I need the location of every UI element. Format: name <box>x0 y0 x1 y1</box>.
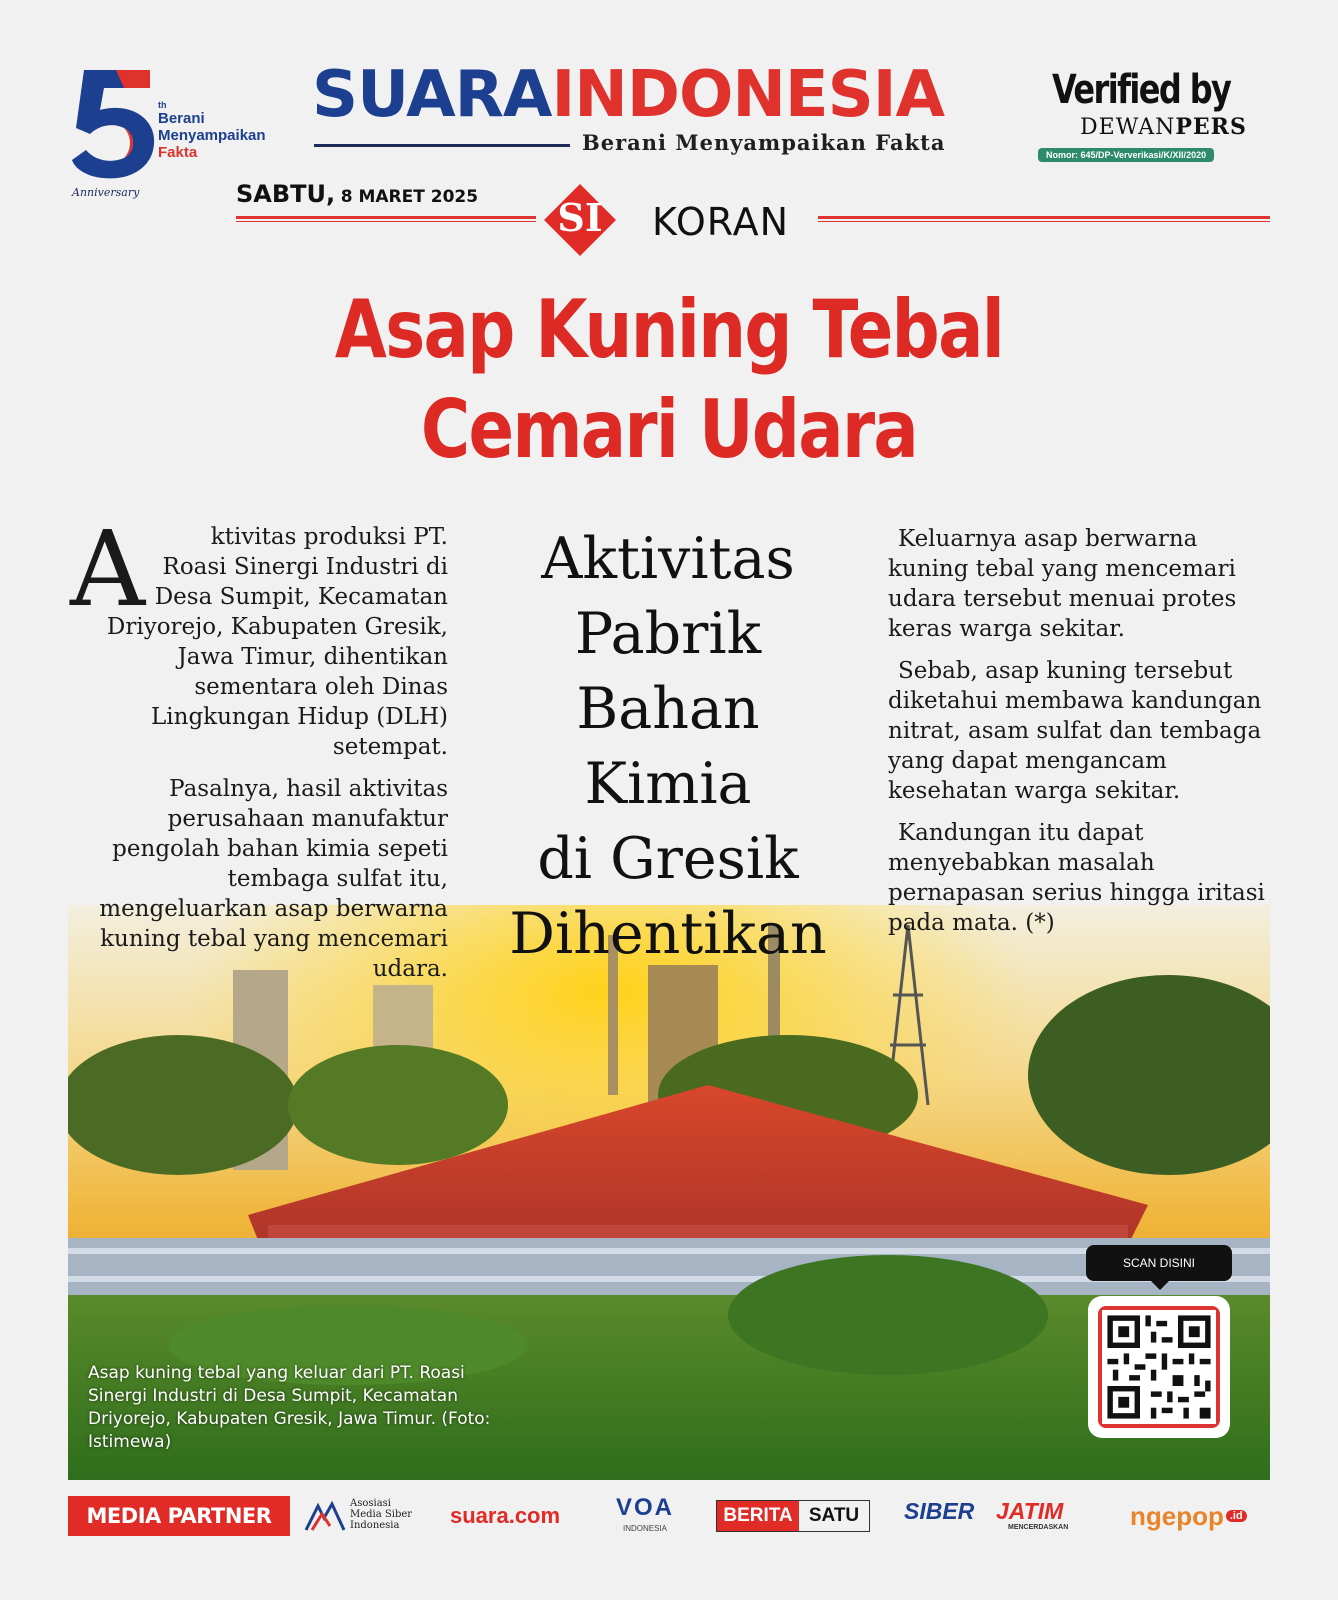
amsi-text <box>350 1498 412 1531</box>
siberjatim-jatim: JATIM <box>996 1498 1064 1524</box>
scan-label: SCAN DISINI <box>1086 1245 1232 1281</box>
article-left-p1-text: ktivitas produksi PT. Roasi Sinergi Industri di Desa Sumpit, Kecamatan Driyorejo, Kabupaten Gresik, Jawa Timur, dihentikan sementara oleh Dinas Lingkungan Hidup (DLH) setempat. <box>106 524 448 760</box>
kicker-line-2: Pabrik <box>574 601 762 667</box>
tagline-line-2: Menyampaikan <box>158 127 266 144</box>
amsi-logo-icon <box>304 1500 346 1534</box>
partner-beritasatu[interactable] <box>716 1500 870 1532</box>
ngepop-text: ngepop <box>1130 1501 1224 1531</box>
kicker <box>478 522 858 972</box>
media-partner-label: MEDIA PARTNER <box>68 1496 290 1536</box>
issue-date-rest: 8 MARET 2025 <box>340 187 479 207</box>
verified-org-pers: PERS <box>1175 114 1247 140</box>
qr-code-icon[interactable] <box>1102 1310 1216 1424</box>
amsi-line-1: Asosiasi <box>350 1498 391 1509</box>
verified-org <box>1080 114 1247 140</box>
voa-logo: VOA <box>615 1494 674 1521</box>
section-badge: SI <box>557 195 603 240</box>
masthead-tagline: Berani Menyampaikan Fakta <box>582 130 946 155</box>
headline <box>60 280 1278 480</box>
header-rule-right <box>818 216 1270 219</box>
header-rule-left-thin <box>236 221 536 222</box>
headline-line-1: Asap Kuning Tebal <box>334 283 1004 376</box>
headline-line-2: Cemari Udara <box>420 383 918 476</box>
kicker-line-5: di Gresik <box>537 826 799 892</box>
section-label: KORAN <box>652 200 790 244</box>
beritasatu-satu: SATU <box>808 1505 860 1526</box>
kicker-line-3: Bahan <box>576 676 760 742</box>
article-left-paragraph-2: Pasalnya, hasil aktivitas perusahaan manufaktur pengolah bahan kimia sepeti tembaga sulfat itu, mengeluarkan asap berwarna kuning tebal yang mencemari udara. <box>99 776 448 982</box>
verified-badge <box>1046 67 1272 164</box>
anniversary-five-icon <box>70 66 160 186</box>
masthead-title <box>312 58 944 132</box>
dropcap: A <box>70 508 146 630</box>
masthead-title-suara: SUARA <box>312 58 552 132</box>
partner-ngepop[interactable] <box>1130 1496 1270 1536</box>
article-left-paragraph-1 <box>70 508 448 762</box>
anniversary-script: Anniversary <box>72 186 140 199</box>
issue-date <box>236 180 478 208</box>
amsi-line-2: Media Siber <box>350 1509 413 1520</box>
header-rule-right-thin <box>818 221 1270 222</box>
qr-frame[interactable] <box>1098 1306 1220 1428</box>
anniversary-tagline <box>158 110 266 161</box>
scan-label-pointer <box>1150 1280 1170 1290</box>
anniversary-superscript: th <box>158 100 167 110</box>
article-right-paragraph-2: Sebab, asap kuning tersebut diketahui membawa kandungan nitrat, asam sulfat dan tembaga yang dapat mengancam kesehatan warga sekitar. <box>888 658 1262 804</box>
header-rule-left <box>236 216 536 219</box>
article-column-right <box>888 524 1266 950</box>
tagline-line-3: Fakta <box>158 144 198 161</box>
siberjatim-siber: SIBER <box>904 1498 975 1524</box>
verified-number: Nomor: 645/DP-Ververikasi/K/XII/2020 <box>1038 148 1214 162</box>
partner-suara[interactable]: suara.com <box>450 1503 561 1528</box>
amsi-line-3: Indonesia <box>350 1520 400 1531</box>
voa-sub: INDONESIA <box>622 1524 667 1533</box>
photo-caption: Asap kuning tebal yang keluar dari PT. Roasi Sinergi Industri di Desa Sumpit, Kecamatan Driyorejo, Kabupaten Gresik, Jawa Timur. (Foto: Istimewa) <box>88 1363 491 1452</box>
partner-siberjatim[interactable] <box>904 1496 1100 1536</box>
ngepop-suffix: .id <box>1226 1510 1247 1522</box>
tagline-line-1: Berani <box>158 110 205 127</box>
masthead-rule <box>314 144 570 147</box>
verified-org-dewan: DEWAN <box>1080 115 1176 140</box>
kicker-line-6: Dihentikan <box>509 901 827 967</box>
kicker-line-4: Kimia <box>584 751 752 817</box>
issue-day: SABTU, <box>236 180 336 208</box>
article-right-paragraph-3: Kandungan itu dapat menyebabkan masalah pernapasan serius hingga iritasi pada mata. (*) <box>888 820 1265 936</box>
article-column-left <box>70 508 448 996</box>
verified-title: Verified by <box>1052 67 1231 113</box>
masthead <box>312 58 1027 158</box>
siberjatim-sub: MENCERDASKAN <box>1008 1524 1069 1531</box>
beritasatu-berita: BERITA <box>717 1501 799 1531</box>
partner-voa[interactable] <box>612 1496 678 1536</box>
kicker-line-1: Aktivitas <box>541 526 795 592</box>
partner-amsi[interactable] <box>304 1496 424 1536</box>
masthead-title-indonesia: INDONESIA <box>551 58 945 132</box>
article-right-paragraph-1: Keluarnya asap berwarna kuning tebal yang mencemari udara tersebut menuai protes keras warga sekitar. <box>888 526 1237 642</box>
